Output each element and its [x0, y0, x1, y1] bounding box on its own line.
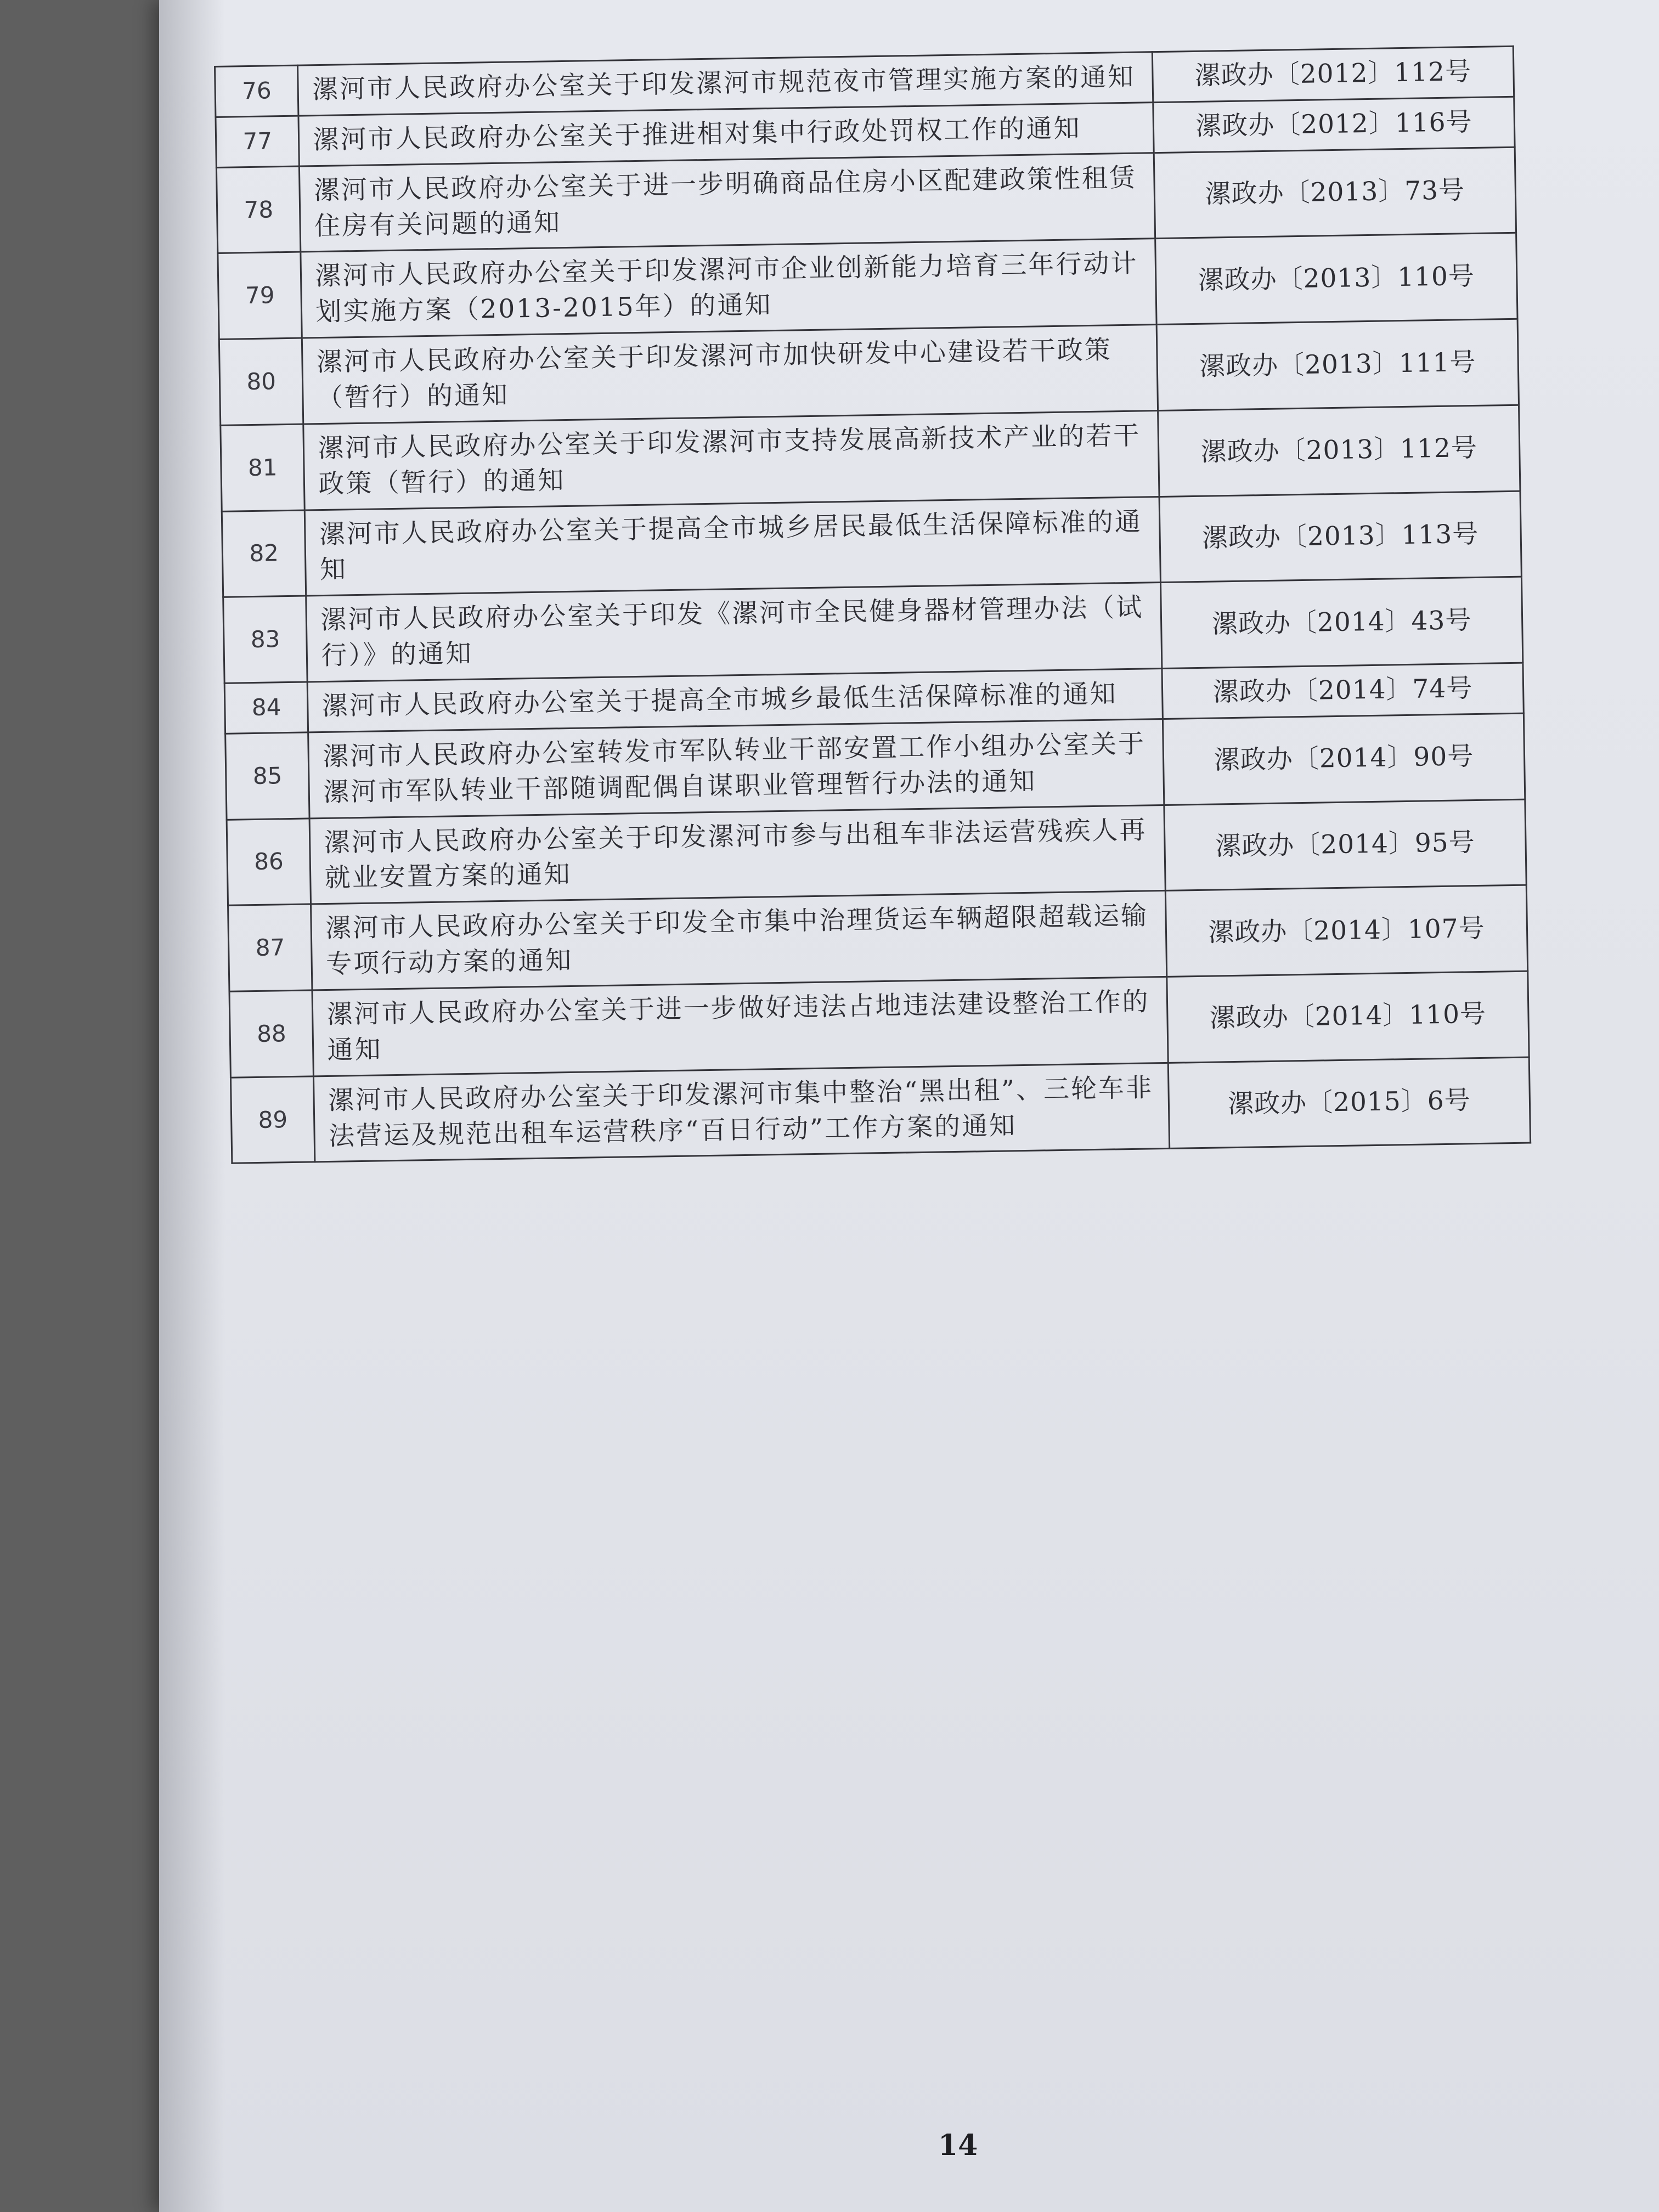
row-document-code: 漯政办〔2014〕107号: [1165, 885, 1527, 977]
row-document-code: 漯政办〔2015〕6号: [1168, 1057, 1530, 1149]
row-title: 漯河市人民政府办公室关于印发漯河市集中整治“黑出租”、三轮车非法营运及规范出租车运营秩序“百日行动”工作方案的通知: [314, 1063, 1170, 1162]
row-document-code: 漯政办〔2014〕74号: [1162, 663, 1523, 719]
document-page: [159, 0, 1659, 2212]
row-title: 漯河市人民政府办公室关于进一步做好违法占地违法建设整治工作的通知: [312, 977, 1168, 1076]
row-number: 87: [228, 904, 313, 991]
row-document-code: 漯政办〔2014〕110号: [1167, 971, 1529, 1063]
row-number: 84: [224, 682, 308, 733]
row-document-code: 漯政办〔2013〕111号: [1156, 319, 1519, 410]
row-number: 79: [218, 252, 302, 339]
row-document-code: 漯政办〔2012〕116号: [1153, 97, 1515, 153]
row-document-code: 漯政办〔2014〕95号: [1164, 799, 1526, 891]
row-title: 漯河市人民政府办公室关于印发漯河市支持发展高新技术产业的若干政策（暂行）的通知: [303, 410, 1159, 510]
row-number: 86: [227, 819, 311, 906]
row-title: 漯河市人民政府办公室关于推进相对集中行政处罚权工作的通知: [298, 102, 1154, 166]
row-number: 89: [230, 1076, 315, 1164]
page-number: 14: [938, 2129, 978, 2162]
row-document-code: 漯政办〔2013〕112号: [1158, 405, 1520, 496]
row-number: 81: [221, 424, 305, 511]
notice-table: [214, 46, 1531, 1164]
row-number: 78: [216, 166, 301, 253]
row-document-code: 漯政办〔2013〕110号: [1155, 233, 1517, 325]
row-document-code: 漯政办〔2013〕113号: [1159, 491, 1521, 583]
row-number: 83: [223, 596, 308, 683]
row-number: 77: [216, 116, 300, 167]
row-title: 漯河市人民政府办公室关于印发全市集中治理货运车辆超限超载运输专项行动方案的通知: [311, 891, 1167, 990]
row-title: 漯河市人民政府办公室关于印发漯河市企业创新能力培育三年行动计划实施方案（2013-2015年）的通知: [301, 239, 1156, 338]
row-title: 漯河市人民政府办公室关于提高全市城乡最低生活保障标准的通知: [308, 669, 1163, 732]
row-number: 76: [215, 65, 299, 117]
row-document-code: 漯政办〔2013〕73号: [1154, 147, 1516, 239]
row-title: 漯河市人民政府办公室关于印发漯河市参与出租车非法运营残疾人再就业安置方案的通知: [310, 805, 1166, 904]
row-document-code: 漯政办〔2014〕43号: [1160, 577, 1522, 668]
notice-table-body: [215, 46, 1531, 1163]
row-document-code: 漯政办〔2014〕90号: [1163, 713, 1525, 805]
row-title: 漯河市人民政府办公室关于印发漯河市规范夜市管理实施方案的通知: [298, 52, 1153, 116]
row-number: 80: [219, 338, 303, 425]
row-title: 漯河市人民政府办公室关于提高全市城乡居民最低生活保障标准的通知: [305, 496, 1161, 596]
row-title: 漯河市人民政府办公室关于印发《漯河市全民健身器材管理办法（试行）》的通知: [306, 583, 1162, 682]
row-number: 85: [225, 732, 310, 820]
row-title: 漯河市人民政府办公室关于进一步明确商品住房小区配建政策性租赁住房有关问题的通知: [300, 153, 1155, 252]
row-number: 88: [229, 990, 314, 1077]
row-title: 漯河市人民政府办公室转发市军队转业干部安置工作小组办公室关于漯河市军队转业干部随调配偶自谋职业管理暂行办法的通知: [308, 719, 1164, 818]
page-fold-shadow: [159, 0, 225, 2212]
row-number: 82: [222, 510, 306, 597]
row-document-code: 漯政办〔2012〕112号: [1152, 46, 1514, 102]
row-title: 漯河市人民政府办公室关于印发漯河市加快研发中心建设若干政策（暂行）的通知: [302, 325, 1158, 424]
